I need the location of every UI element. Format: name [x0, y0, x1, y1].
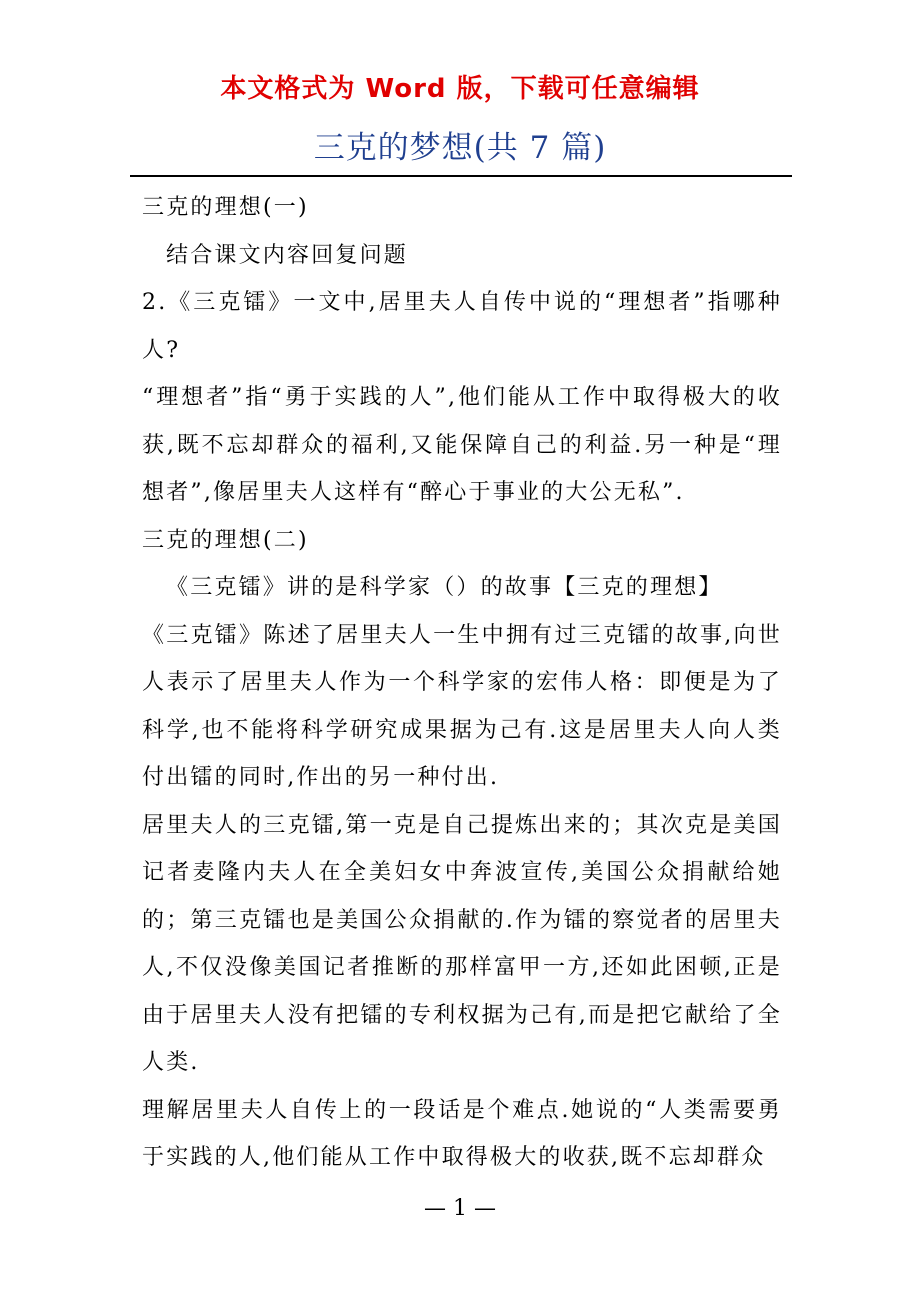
section-heading: 三克的理想(一): [142, 195, 309, 220]
paragraph: 居里夫人的三克镭,第一克是自己提炼出来的；其次克是美国记者麦隆内夫人在全美妇女中奔波宣传,美国公众捐献给她的；第三克镭也是美国公众捐献的.作为镭的察觉者的居里夫人,不仅没像美国记者推断的那样富甲一方,还如此困顿,正是由于居里夫人没有把镭的专利权据为己有,而是把它献给了全人类.: [142, 812, 782, 1075]
paragraph: 《三克镭》讲的是科学家（）的故事【三克的理想】: [166, 575, 723, 600]
question-paragraph: 2.《三克镭》一文中,居里夫人自传中说的“理想者”指哪种人?: [142, 290, 782, 363]
paragraph: 理解居里夫人自传上的一段话是个难点.她说的“人类需要勇于实践的人,他们能从工作中取得极大的收获,既不忘却群众: [142, 1097, 782, 1170]
format-banner: 本文格式为 Word 版，下载可任意编辑: [220, 74, 700, 104]
answer-paragraph: “理想者”指“勇于实践的人”,他们能从工作中取得极大的收获,既不忘却群众的福利,又能保障自己的利益.另一种是“理想者”,像居里夫人这样有“醉心于事业的大公无私”.: [142, 385, 782, 505]
document-body: [142, 184, 782, 1182]
document-title: 三克的梦想(共 7 篇): [313, 130, 607, 166]
section-heading: 三克的理想(二): [142, 527, 309, 553]
page-number: — 1 —: [424, 1196, 496, 1221]
paragraph: 结合课文内容回复问题: [166, 242, 409, 268]
title-divider: [130, 175, 792, 177]
paragraph: 《三克镭》陈述了居里夫人一生中拥有过三克镭的故事,向世人表示了居里夫人作为一个科学家的宏伟人格：即便是为了科学,也不能将科学研究成果据为己有.这是居里夫人向人类付出镭的同时,作出的另一种付出.: [142, 622, 782, 790]
